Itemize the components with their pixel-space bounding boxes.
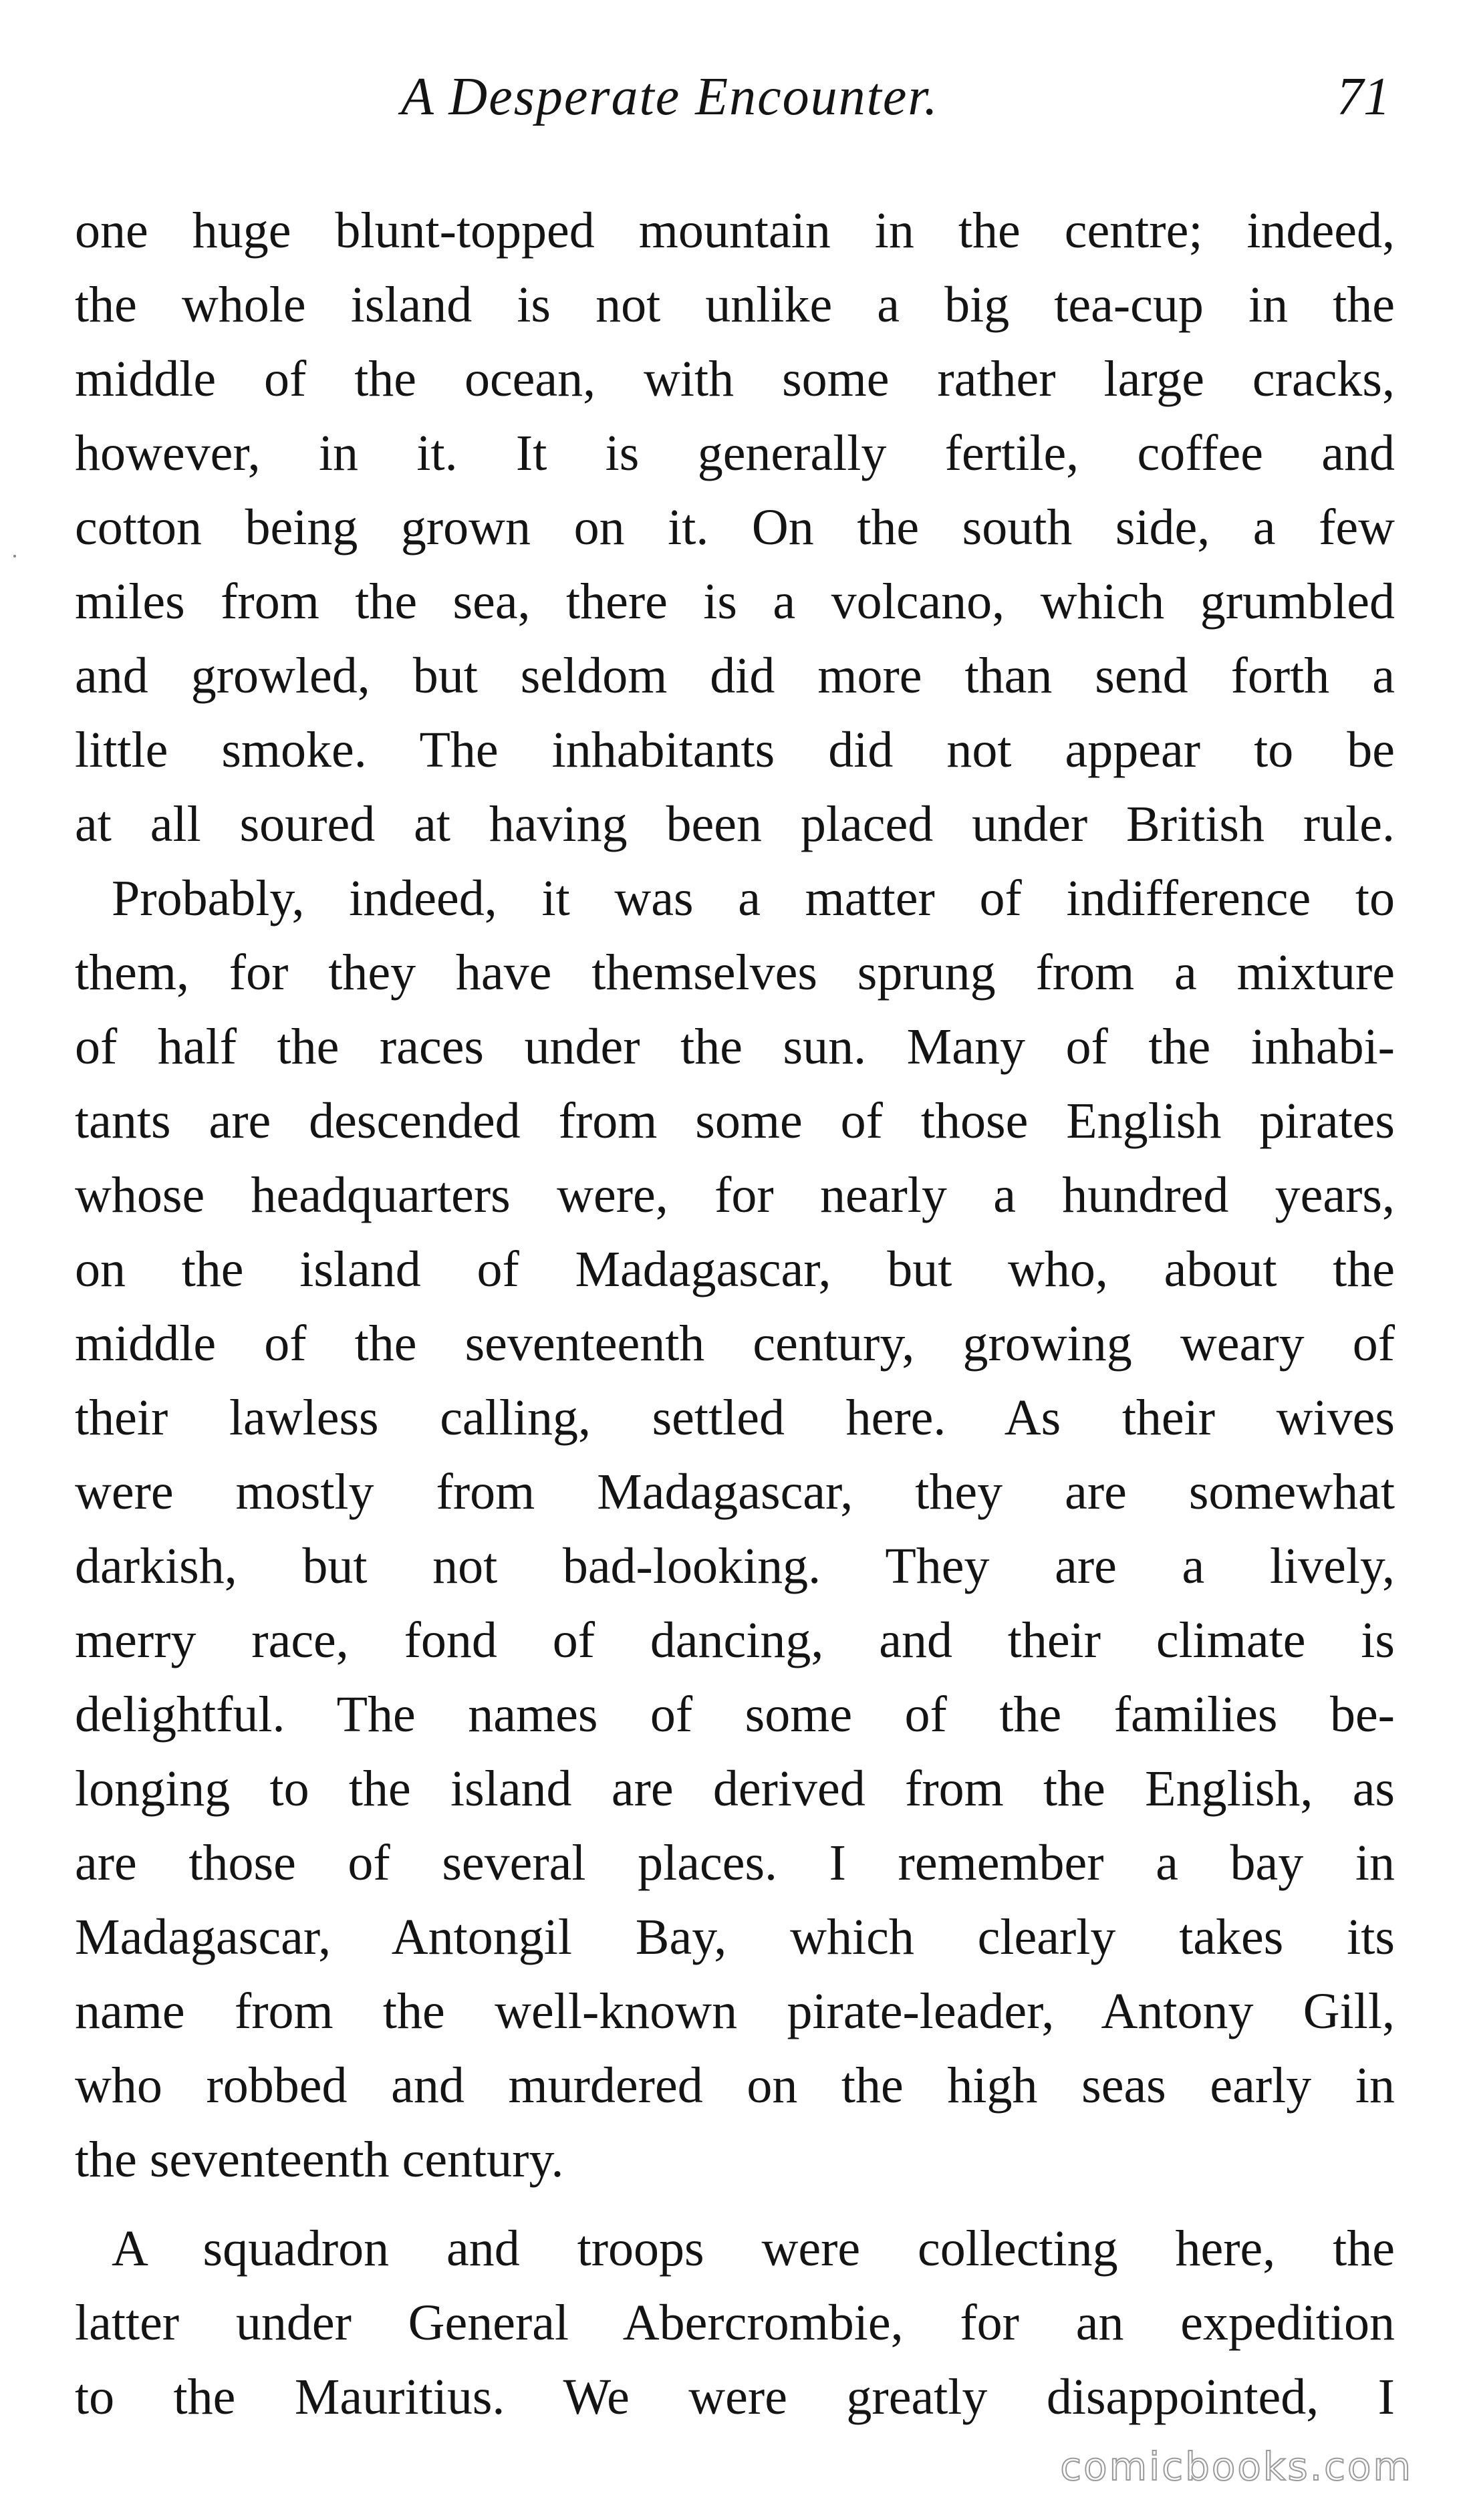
text-line: longing to the island are derived from the English, as <box>75 1761 1395 1817</box>
text-line: one huge blunt-topped mountain in the centre; indeed, <box>75 203 1395 259</box>
text-line: middle of the ocean, with some rather large cracks, <box>75 351 1395 407</box>
text-line: are those of several places. I remember a bay in <box>75 1835 1395 1891</box>
body-text <box>75 194 1395 2434</box>
watermark: comicbooks.com <box>1060 2444 1413 2489</box>
text-line: little smoke. The inhabitants did not appear to be <box>75 722 1395 778</box>
text-line: name from the well-known pirate-leader, Antony Gill, <box>75 1983 1395 2039</box>
text-line: cotton being grown on it. On the south side, a few <box>75 499 1395 555</box>
text-line: merry race, fond of dancing, and their climate is <box>75 1612 1395 1668</box>
page-number: 71 <box>1337 68 1390 126</box>
text-line: them, for they have themselves sprung from a mixture <box>75 944 1395 1001</box>
text-line: of half the races under the sun. Many of the inhabi- <box>75 1019 1395 1075</box>
text-line: delightful. The names of some of the families be- <box>75 1686 1395 1743</box>
text-line: to the Mauritius. We were greatly disappointed, I <box>75 2369 1395 2425</box>
text-line: tants are descended from some of those English pirates <box>75 1093 1395 1149</box>
text-line: miles from the sea, there is a volcano, which grumbled <box>75 574 1395 630</box>
text-line: who robbed and murdered on the high seas early in <box>75 2057 1395 2114</box>
paragraph-1 <box>75 194 1395 862</box>
text-line: darkish, but not bad-looking. They are a lively, <box>75 1538 1395 1594</box>
running-title: A Desperate Encounter. <box>401 68 939 126</box>
text-line: middle of the seventeenth century, growing weary of <box>75 1315 1395 1372</box>
text-line: Madagascar, Antongil Bay, which clearly takes its <box>75 1909 1395 1965</box>
text-line: Probably, indeed, it was a matter of indifference to <box>112 870 1395 926</box>
text-line: the whole island is not unlike a big tea-cup in the <box>75 277 1395 333</box>
margin-speck <box>13 555 16 557</box>
text-line: were mostly from Madagascar, they are somewhat <box>75 1464 1395 1520</box>
page-header <box>401 64 1390 130</box>
text-line: at all soured at having been placed under British rule. <box>75 796 1395 852</box>
paragraph-2 <box>75 862 1395 2197</box>
text-line: the seventeenth century. <box>75 2132 564 2188</box>
paragraph-3 <box>75 2212 1395 2434</box>
text-line: their lawless calling, settled here. As their wives <box>75 1390 1395 1446</box>
text-line: latter under General Abercrombie, for an expedition <box>75 2295 1395 2351</box>
text-line: A squadron and troops were collecting here, the <box>112 2221 1395 2277</box>
text-line: and growled, but seldom did more than send forth a <box>75 648 1395 704</box>
text-line: on the island of Madagascar, but who, about the <box>75 1241 1395 1297</box>
text-line: however, in it. It is generally fertile, coffee and <box>75 425 1395 481</box>
text-line: whose headquarters were, for nearly a hundred years, <box>75 1167 1395 1223</box>
